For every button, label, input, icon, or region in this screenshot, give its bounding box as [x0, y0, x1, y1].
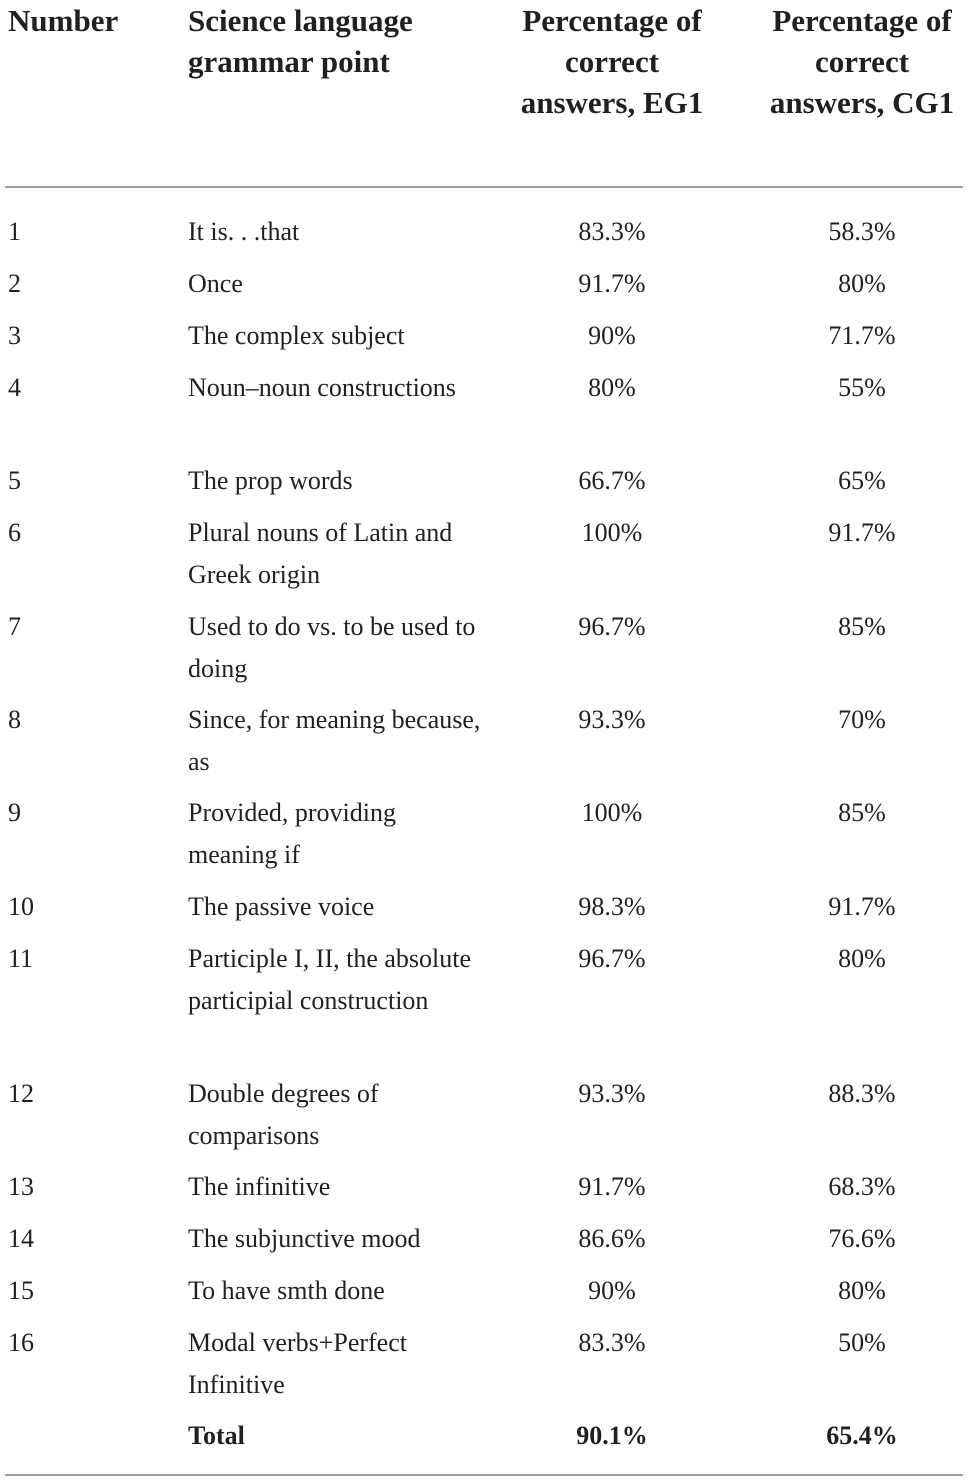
header-cg1: Percentage of correct answers, CG1	[769, 3, 955, 120]
cell-cg1: 68.3%	[828, 1172, 896, 1201]
cell-grammar-point: Provided, providing meaning if	[188, 798, 396, 869]
header-divider	[5, 186, 963, 188]
cell-eg1: 91.7%	[578, 1172, 646, 1201]
cell-eg1: 96.7%	[578, 944, 646, 973]
cell-eg1: 91.7%	[578, 269, 646, 298]
cell-eg1: 80%	[588, 373, 636, 402]
cell-grammar-point: The subjunctive mood	[188, 1224, 421, 1253]
cell-grammar-point: Double degrees of comparisons	[188, 1079, 379, 1150]
header-grammar-point: Science language grammar point	[188, 3, 413, 79]
cell-eg1: 96.7%	[578, 612, 646, 641]
cell-cg1: 91.7%	[828, 892, 896, 921]
cell-eg1: 90%	[588, 321, 636, 350]
cell-cg1: 65%	[838, 466, 886, 495]
cell-number: 11	[8, 944, 34, 973]
cell-grammar-point: The passive voice	[188, 892, 375, 921]
cell-cg1: 70%	[838, 705, 886, 734]
header-number: Number	[8, 3, 119, 38]
cell-number: 13	[8, 1172, 34, 1201]
cell-grammar-point: Plural nouns of Latin and Greek origin	[188, 518, 453, 589]
cell-number: 15	[8, 1276, 34, 1305]
total-label: Total	[188, 1421, 245, 1450]
cell-eg1: 66.7%	[578, 466, 646, 495]
cell-grammar-point: Modal verbs+Perfect Infinitive	[188, 1328, 407, 1399]
table-bottom-rule	[5, 1474, 963, 1476]
cell-grammar-point: It is. . .that	[188, 217, 300, 246]
cell-cg1: 76.6%	[828, 1224, 896, 1253]
cell-cg1: 50%	[838, 1328, 886, 1357]
cell-number: 3	[8, 321, 21, 350]
cell-cg1: 85%	[838, 612, 886, 641]
cell-cg1: 55%	[838, 373, 886, 402]
cell-cg1: 71.7%	[828, 321, 896, 350]
cell-number: 1	[8, 217, 21, 246]
cell-grammar-point: Noun–noun constructions	[188, 373, 456, 402]
cell-cg1: 80%	[838, 1276, 886, 1305]
cell-number: 16	[8, 1328, 34, 1357]
cell-cg1: 85%	[838, 798, 886, 827]
cell-number: 6	[8, 518, 21, 547]
cell-grammar-point: Participle I, II, the absolute participial construction	[188, 944, 472, 1015]
cell-eg1: 98.3%	[578, 892, 646, 921]
cell-grammar-point: Once	[188, 269, 243, 298]
cell-number: 8	[8, 705, 21, 734]
cell-cg1: 58.3%	[828, 217, 896, 246]
cell-number: 14	[8, 1224, 34, 1253]
cell-cg1: 91.7%	[828, 518, 896, 547]
cell-number: 4	[8, 373, 21, 402]
cell-cg1: 80%	[838, 269, 886, 298]
cell-number: 2	[8, 269, 21, 298]
cell-grammar-point: The prop words	[188, 466, 353, 495]
cell-grammar-point: Since, for meaning because, as	[188, 705, 481, 776]
cell-grammar-point: Used to do vs. to be used to doing	[188, 612, 476, 683]
cell-grammar-point: The infinitive	[188, 1172, 331, 1201]
total-cg1: 65.4%	[826, 1421, 898, 1450]
cell-number: 12	[8, 1079, 34, 1108]
cell-eg1: 90%	[588, 1276, 636, 1305]
cell-eg1: 100%	[581, 518, 643, 547]
header-eg1: Percentage of correct answers, EG1	[520, 3, 704, 120]
cell-number: 5	[8, 466, 21, 495]
cell-eg1: 86.6%	[578, 1224, 646, 1253]
cell-cg1: 80%	[838, 944, 886, 973]
cell-eg1: 100%	[581, 798, 643, 827]
cell-number: 9	[8, 798, 21, 827]
cell-eg1: 83.3%	[578, 217, 646, 246]
cell-eg1: 83.3%	[578, 1328, 646, 1357]
cell-eg1: 93.3%	[578, 1079, 646, 1108]
table-header	[0, 0, 968, 186]
cell-number: 7	[8, 612, 21, 641]
cell-eg1: 93.3%	[578, 705, 646, 734]
cell-number: 10	[8, 892, 34, 921]
cell-grammar-point: To have smth done	[188, 1276, 385, 1305]
cell-cg1: 88.3%	[828, 1079, 896, 1108]
total-eg1: 90.1%	[576, 1421, 648, 1450]
cell-grammar-point: The complex subject	[188, 321, 405, 350]
